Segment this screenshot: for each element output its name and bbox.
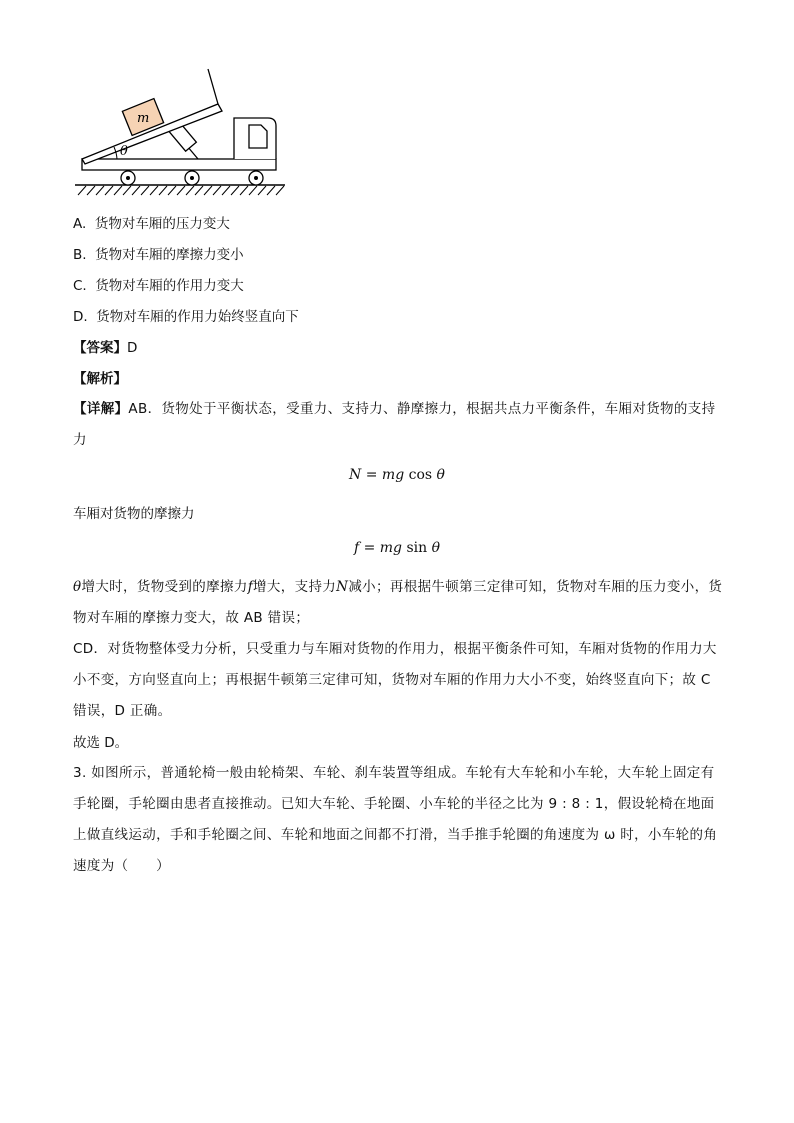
paragraph-ab: θ增大时，货物受到的摩擦力f增大，支持力N减小；再根据牛顿第三定律可知，货物对车厢的压力变小，货物对车厢的摩擦力变大，故 AB 错误； xyxy=(73,579,723,626)
option-d: D. 货物对车厢的作用力始终竖直向下 xyxy=(73,309,299,325)
option-c: C. 货物对车厢的作用力变大 xyxy=(73,278,244,294)
equation-normal-force: N = mg cos θ xyxy=(349,467,445,483)
friction-intro: 车厢对货物的摩擦力 xyxy=(73,506,195,522)
dump-truck-diagram xyxy=(70,66,290,200)
analysis-label: 【解析】 xyxy=(73,371,127,387)
wheel-rear xyxy=(249,171,263,185)
angle-label: θ xyxy=(120,144,128,159)
ground-hatching xyxy=(78,186,284,195)
truck-chassis xyxy=(82,159,276,170)
conclusion: 故选 D。 xyxy=(73,735,129,751)
question-3: 3. 如图所示，普通轮椅一般由轮椅架、车轮、刹车装置等组成。车轮有大车轮和小车轮，大车轮上固定有手轮圈，手轮圈由患者直接推动。已知大车轮、手轮圈、小车轮的半径之比为 9 : 8 : 1，假设轮椅在地面上做直线运动，手和手轮圈之间、车轮和地面之间都不打滑，当手推手轮圈的角速度为 ω 时，小车轮的角速度为（ ） xyxy=(73,765,718,874)
option-b: B. 货物对车厢的摩擦力变小 xyxy=(73,247,244,263)
tailgate-line xyxy=(208,69,218,104)
wheel-middle xyxy=(185,171,199,185)
cab-window xyxy=(249,125,267,148)
dump-truck-figure xyxy=(70,66,290,200)
equation-friction: f = mg sin θ xyxy=(353,540,441,556)
option-a: A. 货物对车厢的压力变大 xyxy=(73,216,230,232)
answer-line: 【答案】D xyxy=(73,340,138,356)
paragraph-cd: CD．对货物整体受力分析，只受重力与车厢对货物的作用力，根据平衡条件可知，车厢对货物的作用力大小不变，方向竖直向上；再根据牛顿第三定律可知，货物对车厢的作用力大小不变，始终竖直向下；故 C 错误，D 正确。 xyxy=(73,641,717,719)
mass-label: m xyxy=(137,111,150,126)
detail-paragraph: 【详解】AB．货物处于平衡状态，受重力、支持力、静摩擦力，根据共点力平衡条件，车厢对货物的支持力 xyxy=(73,401,716,448)
wheel-front xyxy=(121,171,135,185)
